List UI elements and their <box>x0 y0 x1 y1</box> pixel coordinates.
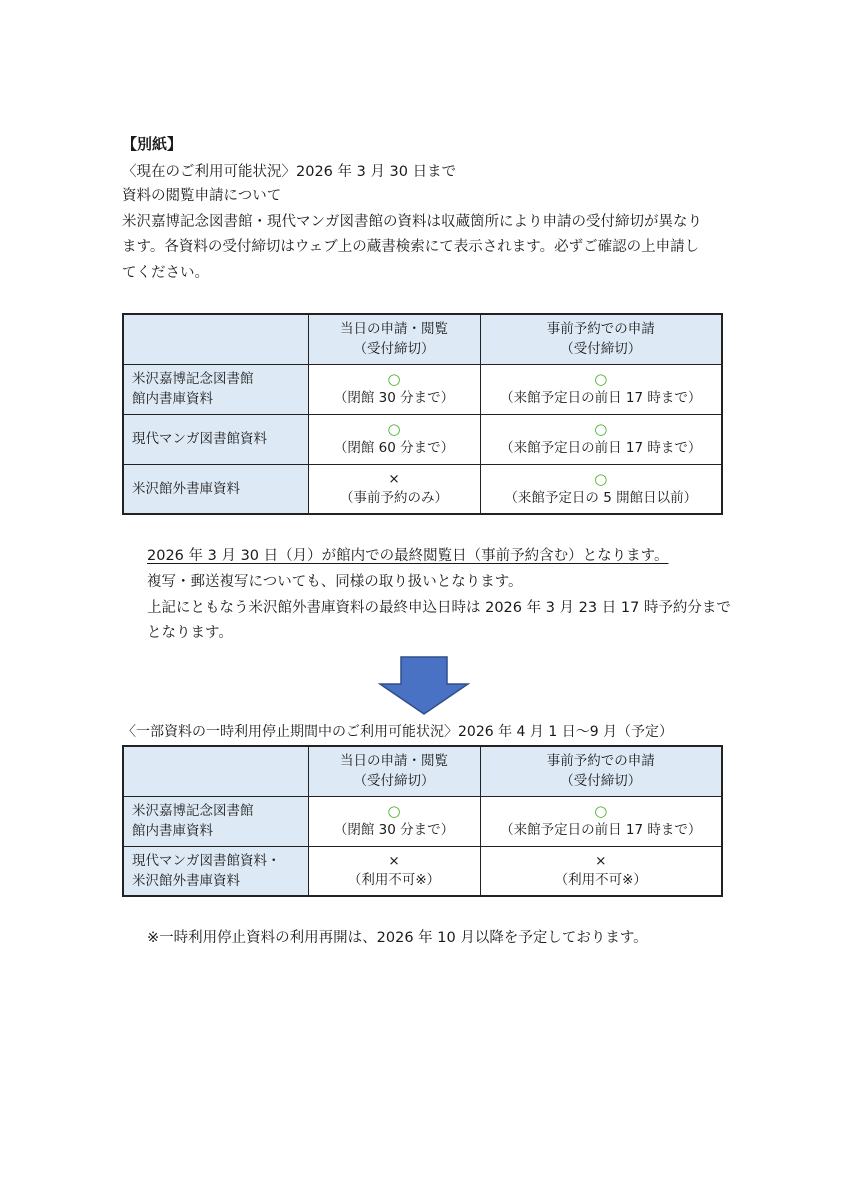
col-header-same-day-line2: （受付締切） <box>353 341 435 358</box>
deadline-note: （来館予定日の前日 17 時まで） <box>500 390 702 406</box>
reservation-cell <box>480 414 722 464</box>
available-mark-icon: ○ <box>387 802 401 820</box>
table-row <box>123 796 722 846</box>
current-availability-table <box>122 313 723 515</box>
row-label <box>123 464 308 514</box>
last-day-notice: 2026 年 3 月 30 日（月）が館内での最終閲覧日（事前予約含む）となります。 <box>147 548 669 564</box>
table-row <box>123 414 722 464</box>
row-label <box>123 414 308 464</box>
col-header-same-day-line1: 当日の申請・閲覧 <box>340 753 448 770</box>
available-mark-icon: ○ <box>594 469 608 488</box>
deadline-note: （来館予定日の前日 17 時まで） <box>500 822 702 838</box>
table-row <box>123 364 722 414</box>
deadline-note: （利用不可※） <box>347 871 441 888</box>
copy-notice: 複写・郵送複写についても、同様の取り扱いとなります。 <box>147 574 523 590</box>
unavailable-mark-icon: × <box>595 852 607 869</box>
same-day-cell <box>308 364 480 414</box>
row-label-line1: 米沢嘉博記念図書館 <box>132 803 254 819</box>
suspension-title: 〈一部資料の一時利用停止期間中のご利用可能状況〉2026 年 4 月 1 日〜9 月（予定） <box>122 724 674 740</box>
same-day-cell <box>308 796 480 846</box>
attachment-label: 【別紙】 <box>122 135 183 153</box>
available-mark-icon: ○ <box>594 370 608 388</box>
unavailable-mark-icon: × <box>388 852 400 869</box>
unavailable-mark-icon: × <box>388 470 400 487</box>
table-row <box>123 464 722 514</box>
col-header-reservation-line1: 事前予約での申請 <box>546 753 655 770</box>
reservation-cell <box>480 796 722 846</box>
row-label-line1: 米沢嘉博記念図書館 <box>132 371 254 387</box>
available-mark-icon: ○ <box>387 370 401 388</box>
col-header-reservation <box>480 746 722 796</box>
col-header-reservation-line2: （受付締切） <box>560 773 642 790</box>
row-label-line2: 館内書庫資料 <box>132 823 213 839</box>
intro-line-1: 米沢嘉博記念図書館・現代マンガ図書館の資料は収蔵箇所により申請の受付締切が異なり <box>122 214 702 230</box>
table-header-row <box>123 314 722 364</box>
table-header-row <box>123 746 722 796</box>
subtitle: 資料の閲覧申請について <box>122 188 282 204</box>
col-header-reservation-line2: （受付締切） <box>560 341 642 358</box>
col-header-same-day <box>308 746 480 796</box>
available-mark-icon: ○ <box>594 420 608 438</box>
col-header-reservation <box>480 314 722 364</box>
same-day-cell <box>308 846 480 896</box>
available-mark-icon: ○ <box>594 802 608 820</box>
col-header-reservation-line1: 事前予約での申請 <box>546 321 655 338</box>
same-day-cell <box>308 464 480 514</box>
row-label-line1: 現代マンガ図書館資料 <box>132 431 267 447</box>
deadline-note: （来館予定日の前日 17 時まで） <box>500 440 702 456</box>
deadline-note: （閉館 30 分まで） <box>333 390 455 406</box>
deadline-note: （利用不可※） <box>554 871 647 888</box>
reservation-cell <box>480 846 722 896</box>
down-arrow-icon <box>378 656 470 716</box>
deadline-note: （閉館 60 分まで） <box>333 440 455 456</box>
table-corner-cell <box>123 314 308 364</box>
intro-line-2: ます。各資料の受付締切はウェブ上の蔵書検索にて表示されます。必ずご確認の上申請し <box>122 239 700 255</box>
reservation-cell <box>480 364 722 414</box>
col-header-same-day <box>308 314 480 364</box>
row-label <box>123 846 308 896</box>
deadline-note: （閉館 30 分まで） <box>333 822 455 838</box>
table-row <box>123 846 722 896</box>
deadline-note: （来館予定日の 5 開館日以前） <box>504 489 698 506</box>
footnote: ※一時利用停止資料の利用再開は、2026 年 10 月以降を予定しております。 <box>147 930 648 946</box>
same-day-cell <box>308 414 480 464</box>
status-title: 〈現在のご利用可能状況〉2026 年 3 月 30 日まで <box>122 164 457 180</box>
row-label-line1: 米沢館外書庫資料 <box>132 480 240 497</box>
deadline-notice-line2: となります。 <box>147 625 233 641</box>
row-label-line2: 米沢館外書庫資料 <box>132 872 240 889</box>
col-header-same-day-line1: 当日の申請・閲覧 <box>340 321 448 338</box>
row-label-line2: 館内書庫資料 <box>132 391 213 407</box>
deadline-notice-line1: 上記にともなう米沢館外書庫資料の最終申込日時は 2026 年 3 月 23 日 17 時予約分まで <box>147 600 731 616</box>
intro-line-3: てください。 <box>122 265 209 281</box>
col-header-same-day-line2: （受付締切） <box>353 773 435 790</box>
reservation-cell <box>480 464 722 514</box>
row-label <box>123 796 308 846</box>
deadline-note: （事前予約のみ） <box>340 489 448 506</box>
suspension-availability-table <box>122 745 723 897</box>
row-label-line1: 現代マンガ図書館資料・ <box>132 852 281 869</box>
available-mark-icon: ○ <box>387 420 401 438</box>
row-label <box>123 364 308 414</box>
table-corner-cell <box>123 746 308 796</box>
